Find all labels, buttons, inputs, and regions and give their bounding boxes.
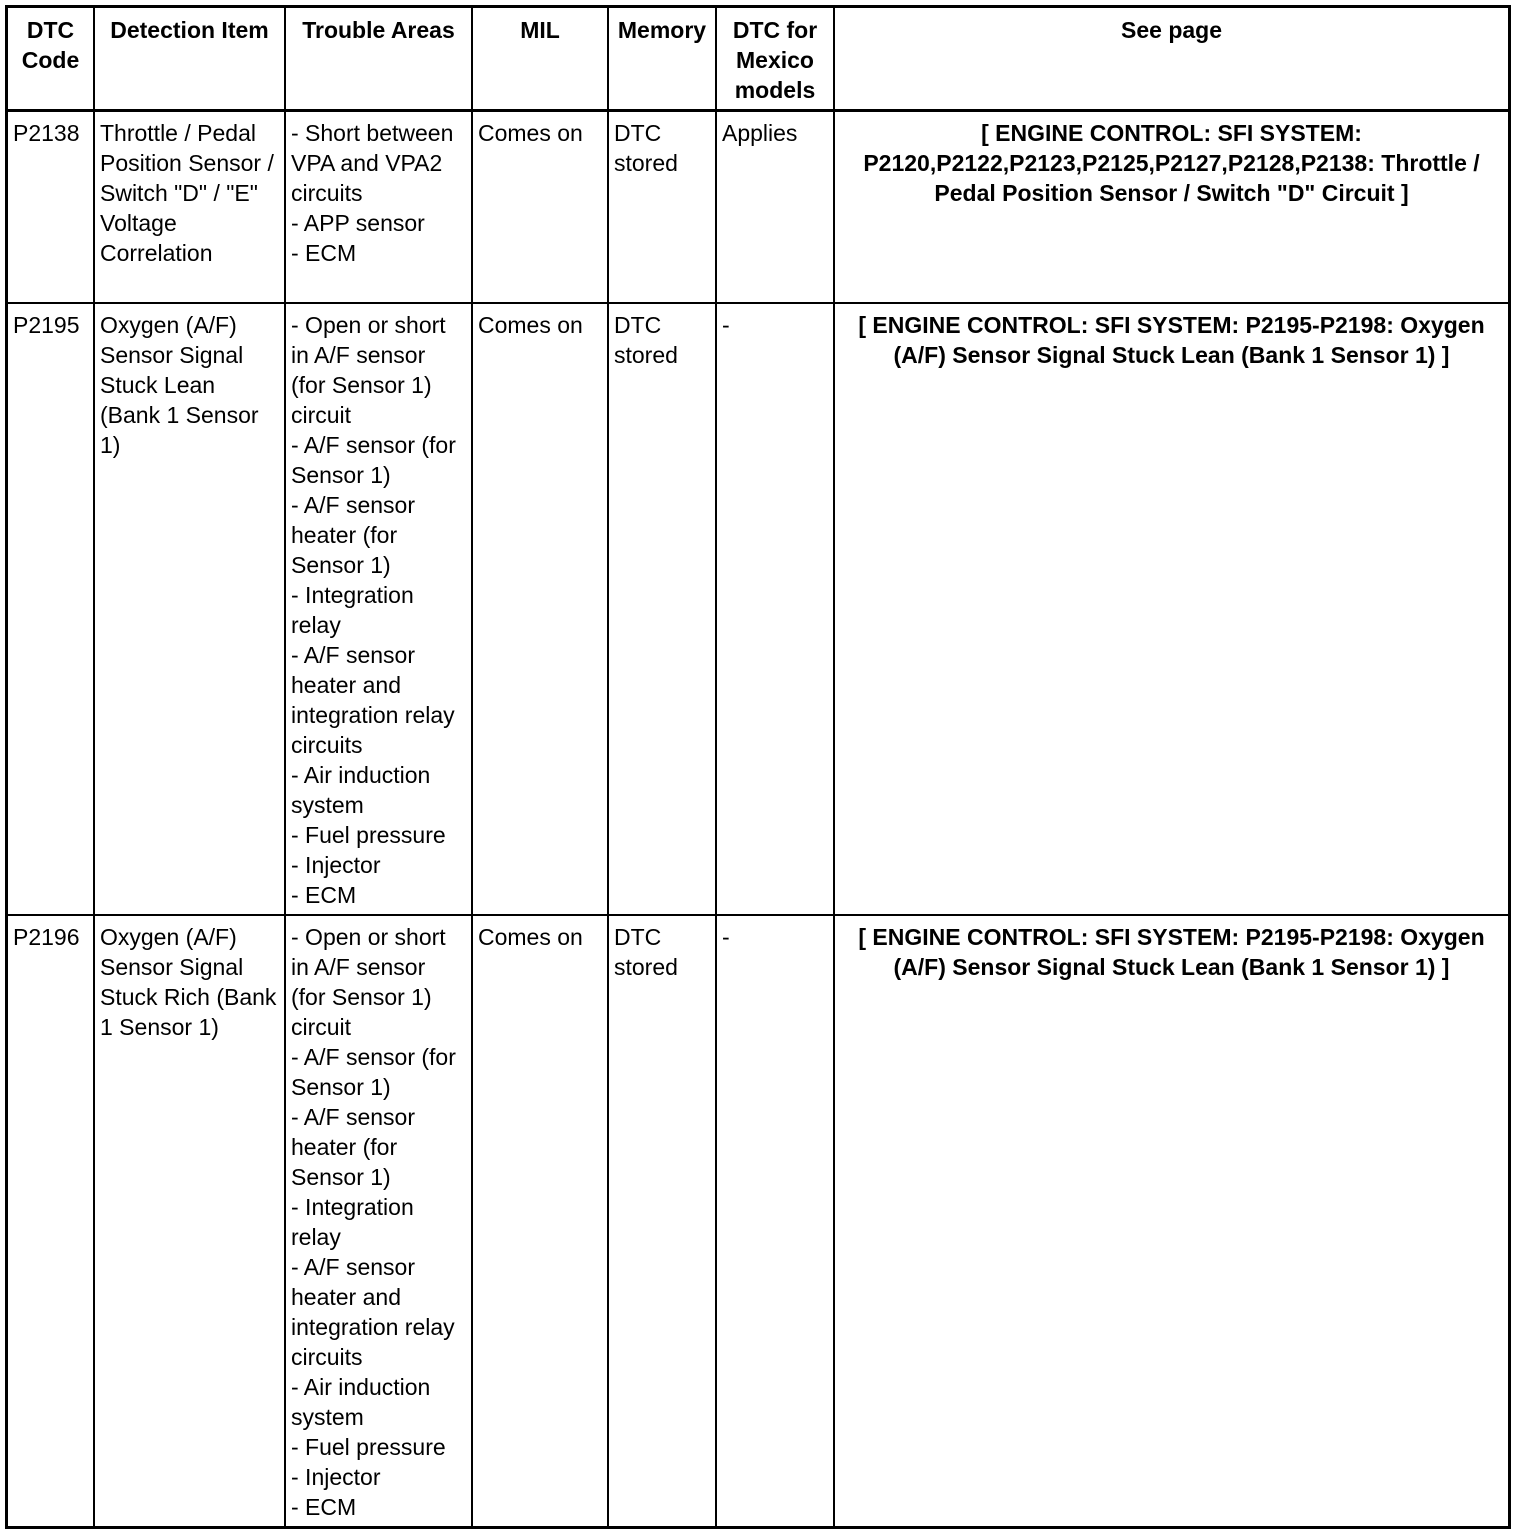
cell-see-page-link[interactable]: [ ENGINE CONTROL: SFI SYSTEM: P2195-P2198: Oxygen (A/F) Sensor Signal Stuck Lean (Bank 1 Sensor 1) ] xyxy=(834,915,1509,1527)
table-row xyxy=(7,303,1509,915)
header-mil: MIL xyxy=(472,7,608,111)
trouble-line: - Short between VPA and VPA2 circuits xyxy=(291,120,454,206)
table-row xyxy=(7,915,1509,1527)
cell-dtc-code: P2195 xyxy=(7,303,94,915)
cell-mil: Comes on xyxy=(472,111,608,304)
trouble-line: - Fuel pressure xyxy=(291,1434,446,1460)
cell-mil: Comes on xyxy=(472,303,608,915)
cell-memory: DTC stored xyxy=(608,915,716,1527)
trouble-line: - Open or short in A/F sensor (for Sensor 1) circuit xyxy=(291,312,446,428)
header-memory: Memory xyxy=(608,7,716,111)
trouble-line: - Integration relay xyxy=(291,1194,414,1250)
trouble-line: - Injector xyxy=(291,1464,381,1490)
cell-detection-item: Oxygen (A/F) Sensor Signal Stuck Rich (Bank 1 Sensor 1) xyxy=(94,915,285,1527)
cell-trouble-areas xyxy=(285,303,472,915)
trouble-line: - A/F sensor heater (for Sensor 1) xyxy=(291,492,415,578)
trouble-line: - A/F sensor heater and integration relay circuits xyxy=(291,1254,455,1370)
trouble-line: - Fuel pressure xyxy=(291,822,446,848)
cell-memory: DTC stored xyxy=(608,303,716,915)
header-trouble-areas: Trouble Areas xyxy=(285,7,472,111)
cell-detection-item: Throttle / Pedal Position Sensor / Switch "D" / "E" Voltage Correlation xyxy=(94,111,285,304)
trouble-line: - Air induction system xyxy=(291,1374,431,1430)
header-dtc-code: DTC Code xyxy=(7,7,94,111)
trouble-line: - A/F sensor (for Sensor 1) xyxy=(291,432,456,488)
cell-mexico-models: - xyxy=(716,303,834,915)
cell-see-page-link[interactable]: [ ENGINE CONTROL: SFI SYSTEM: P2195-P2198: Oxygen (A/F) Sensor Signal Stuck Lean (Bank 1 Sensor 1) ] xyxy=(834,303,1509,915)
trouble-line: - A/F sensor (for Sensor 1) xyxy=(291,1044,456,1100)
trouble-line: - APP sensor xyxy=(291,210,425,236)
cell-trouble-areas xyxy=(285,111,472,304)
cell-trouble-areas xyxy=(285,915,472,1527)
trouble-line: - A/F sensor heater (for Sensor 1) xyxy=(291,1104,415,1190)
cell-dtc-code: P2138 xyxy=(7,111,94,304)
trouble-line: - ECM xyxy=(291,1494,357,1520)
cell-see-page-link[interactable]: [ ENGINE CONTROL: SFI SYSTEM: P2120,P2122,P2123,P2125,P2127,P2128,P2138: Throttle / Pedal Position Sensor / Switch "D" Circuit ] xyxy=(834,111,1509,304)
dtc-table xyxy=(6,6,1510,1528)
header-see-page: See page xyxy=(834,7,1509,111)
header-detection-item: Detection Item xyxy=(94,7,285,111)
trouble-line: - Injector xyxy=(291,852,381,878)
trouble-line: - Open or short in A/F sensor (for Sensor 1) circuit xyxy=(291,924,446,1040)
trouble-line: - Air induction system xyxy=(291,762,431,818)
trouble-line: - A/F sensor heater and integration relay circuits xyxy=(291,642,455,758)
trouble-line: - Integration relay xyxy=(291,582,414,638)
trouble-line: - ECM xyxy=(291,882,357,908)
header-mexico-models: DTC for Mexico models xyxy=(716,7,834,111)
cell-mexico-models: Applies xyxy=(716,111,834,304)
cell-mil: Comes on xyxy=(472,915,608,1527)
header-row xyxy=(7,7,1509,111)
cell-mexico-models: - xyxy=(716,915,834,1527)
cell-memory: DTC stored xyxy=(608,111,716,304)
table-row xyxy=(7,111,1509,304)
cell-dtc-code: P2196 xyxy=(7,915,94,1527)
cell-detection-item: Oxygen (A/F) Sensor Signal Stuck Lean (Bank 1 Sensor 1) xyxy=(94,303,285,915)
trouble-line: - ECM xyxy=(291,240,357,266)
